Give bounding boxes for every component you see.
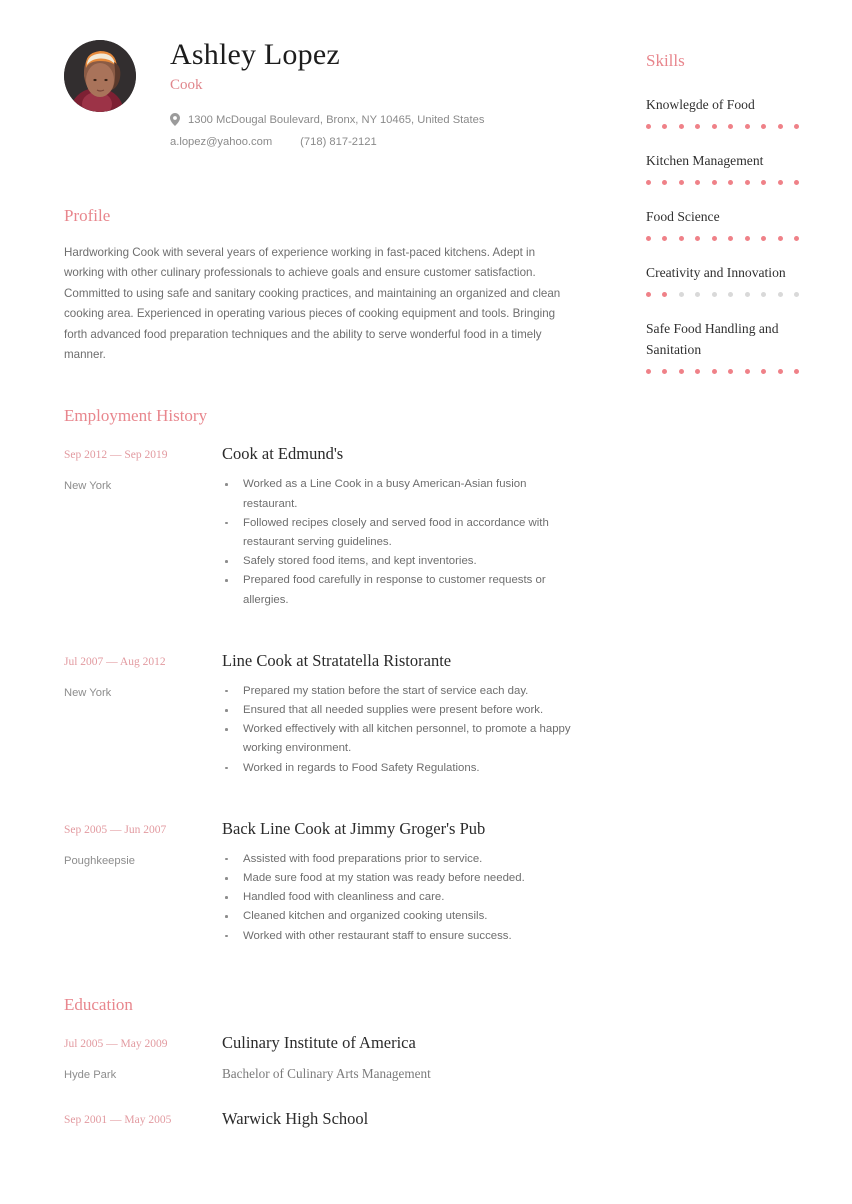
entry-date: Jul 2005 — May 2009 xyxy=(64,1037,168,1050)
rating-dot-filled xyxy=(646,369,651,374)
entry-meta xyxy=(64,818,220,869)
entry-heading: Line Cook at Stratatella Ristorante xyxy=(222,650,452,670)
rating-dot-filled xyxy=(778,236,783,241)
rating-dot-filled xyxy=(712,124,717,129)
entry-meta xyxy=(64,1108,220,1144)
rating-dot-filled xyxy=(745,180,750,185)
entry-body xyxy=(220,1032,576,1084)
entry-degree: Bachelor of Culinary Arts Management xyxy=(222,1065,431,1081)
list-item: Followed recipes closely and served food in accordance with restaurant serving guidelines. xyxy=(222,514,576,552)
rating-dot-filled xyxy=(761,124,766,129)
rating-dot-filled xyxy=(646,292,651,297)
rating-dot-filled xyxy=(695,236,700,241)
entry-location: Hyde Park xyxy=(64,1068,117,1081)
rating-dot-filled xyxy=(695,124,700,129)
header-text xyxy=(136,38,484,151)
employment-entry xyxy=(64,818,576,946)
entry-heading: Culinary Institute of America xyxy=(222,1032,416,1052)
contact-line xyxy=(170,134,484,151)
rating-dot-filled xyxy=(794,180,799,185)
rating-dot-filled xyxy=(794,124,799,129)
profile-section xyxy=(64,205,576,365)
resume-header xyxy=(64,38,576,151)
entry-heading: Back Line Cook at Jimmy Groger's Pub xyxy=(222,818,486,838)
rating-dot-filled xyxy=(662,124,667,129)
skill-item xyxy=(646,318,801,374)
rating-dot-filled xyxy=(761,369,766,374)
education-entry xyxy=(64,1032,576,1084)
entry-meta xyxy=(64,1032,220,1083)
rating-dot-filled xyxy=(662,236,667,241)
list-item: Worked with other restaurant staff to ensure success. xyxy=(222,927,576,946)
entry-location: New York xyxy=(64,480,112,493)
page-title: Ashley Lopez xyxy=(170,38,340,71)
entry-heading: Warwick High School xyxy=(222,1108,369,1128)
entry-date: Sep 2001 — May 2005 xyxy=(64,1113,172,1126)
skill-rating-dots xyxy=(646,292,799,297)
skill-rating-dots xyxy=(646,369,799,374)
list-item: Assisted with food preparations prior to service. xyxy=(222,850,576,869)
entry-bullet-list xyxy=(222,850,576,946)
rating-dot-filled xyxy=(761,180,766,185)
rating-dot-empty xyxy=(712,292,717,297)
entry-heading: Cook at Edmund's xyxy=(222,444,344,464)
rating-dot-filled xyxy=(728,180,733,185)
map-pin-icon xyxy=(170,113,180,126)
profile-text: Hardworking Cook with several years of experience working in fast-paced kitchens. Adept in working with other culinary professionals to achieve goals and ensure customer satisfaction. Committed to using safe and sanitary cooking practices, and maintaining an organized and clean cooking area. Experienced in operating various pieces of cooking equipment and tools. Bringing forth advanced food preparation techniques and the ability to serve wonderful food in a timely manner. xyxy=(64,246,561,362)
rating-dot-filled xyxy=(794,236,799,241)
entry-body xyxy=(220,650,576,778)
rating-dot-filled xyxy=(728,124,733,129)
rating-dot-filled xyxy=(728,236,733,241)
entry-date: Jul 2007 — Aug 2012 xyxy=(64,655,166,668)
skill-label: Knowlegde of Food xyxy=(646,97,755,112)
education-section-title: Education xyxy=(64,994,133,1014)
skill-label: Kitchen Management xyxy=(646,153,764,168)
list-item: Worked effectively with all kitchen personnel, to promote a happy working environment. xyxy=(222,720,576,758)
address-text: 1300 McDougal Boulevard, Bronx, NY 10465, United States xyxy=(188,114,485,126)
education-entry xyxy=(64,1108,576,1144)
rating-dot-filled xyxy=(679,124,684,129)
rating-dot-filled xyxy=(679,180,684,185)
profile-section-title: Profile xyxy=(64,206,111,225)
skill-rating-dots xyxy=(646,124,799,129)
spacer xyxy=(64,778,576,818)
rating-dot-filled xyxy=(778,369,783,374)
main-column xyxy=(64,38,576,1144)
rating-dot-empty xyxy=(778,292,783,297)
rating-dot-filled xyxy=(695,369,700,374)
entry-bullet-list xyxy=(222,475,576,609)
skill-label: Food Science xyxy=(646,209,720,224)
rating-dot-filled xyxy=(761,236,766,241)
rating-dot-filled xyxy=(745,369,750,374)
skill-item xyxy=(646,262,801,297)
list-item: Ensured that all needed supplies were present before work. xyxy=(222,701,576,720)
rating-dot-filled xyxy=(679,236,684,241)
list-item: Worked in regards to Food Safety Regulations. xyxy=(222,759,576,778)
employment-entry xyxy=(64,443,576,609)
skills-list xyxy=(646,94,801,374)
address-line xyxy=(170,112,484,129)
rating-dot-filled xyxy=(728,369,733,374)
rating-dot-filled xyxy=(778,180,783,185)
rating-dot-empty xyxy=(745,292,750,297)
rating-dot-filled xyxy=(646,124,651,129)
entry-meta xyxy=(64,650,220,701)
entry-bullet-list xyxy=(222,682,576,778)
education-section xyxy=(64,994,576,1144)
employment-section-title: Employment History xyxy=(64,406,208,426)
rating-dot-filled xyxy=(679,369,684,374)
rating-dot-empty xyxy=(728,292,733,297)
rating-dot-empty xyxy=(695,292,700,297)
spacer xyxy=(64,1084,576,1108)
list-item: Handled food with cleanliness and care. xyxy=(222,888,576,907)
skills-column xyxy=(646,50,801,395)
phone-text[interactable]: (718) 817-2121 xyxy=(300,136,377,148)
entry-body xyxy=(220,1108,576,1140)
email-text[interactable]: a.lopez@yahoo.com xyxy=(170,136,273,148)
list-item: Prepared food carefully in response to customer requests or allergies. xyxy=(222,571,576,609)
rating-dot-filled xyxy=(794,369,799,374)
entry-date: Sep 2005 — Jun 2007 xyxy=(64,823,167,836)
rating-dot-empty xyxy=(679,292,684,297)
entry-location: New York xyxy=(64,686,112,699)
rating-dot-filled xyxy=(712,369,717,374)
rating-dot-filled xyxy=(695,180,700,185)
rating-dot-filled xyxy=(778,124,783,129)
skill-label: Creativity and Innovation xyxy=(646,265,786,280)
list-item: Made sure food at my station was ready before needed. xyxy=(222,869,576,888)
skills-section-title: Skills xyxy=(646,51,685,70)
list-item: Worked as a Line Cook in a busy American-Asian fusion restaurant. xyxy=(222,475,576,513)
skill-item xyxy=(646,206,801,241)
entry-date: Sep 2012 — Sep 2019 xyxy=(64,449,168,462)
rating-dot-filled xyxy=(712,236,717,241)
skill-rating-dots xyxy=(646,180,799,185)
employment-entry xyxy=(64,650,576,778)
avatar xyxy=(64,40,136,112)
rating-dot-filled xyxy=(745,236,750,241)
entry-body xyxy=(220,818,576,946)
rating-dot-filled xyxy=(662,180,667,185)
rating-dot-filled xyxy=(745,124,750,129)
skill-rating-dots xyxy=(646,236,799,241)
rating-dot-filled xyxy=(646,236,651,241)
rating-dot-filled xyxy=(646,180,651,185)
rating-dot-filled xyxy=(662,369,667,374)
skill-item xyxy=(646,94,801,129)
skill-label: Safe Food Handling and Sanitation xyxy=(646,321,779,357)
entry-meta xyxy=(64,443,220,494)
skill-item xyxy=(646,150,801,185)
rating-dot-filled xyxy=(662,292,667,297)
entry-location: Poughkeepsie xyxy=(64,854,135,867)
job-title: Cook xyxy=(170,77,203,93)
spacer xyxy=(64,610,576,650)
list-item: Safely stored food items, and kept inventories. xyxy=(222,552,576,571)
employment-section xyxy=(64,405,576,945)
rating-dot-filled xyxy=(712,180,717,185)
entry-body xyxy=(220,443,576,609)
rating-dot-empty xyxy=(794,292,799,297)
rating-dot-empty xyxy=(761,292,766,297)
list-item: Prepared my station before the start of service each day. xyxy=(222,682,576,701)
list-item: Cleaned kitchen and organized cooking utensils. xyxy=(222,907,576,926)
